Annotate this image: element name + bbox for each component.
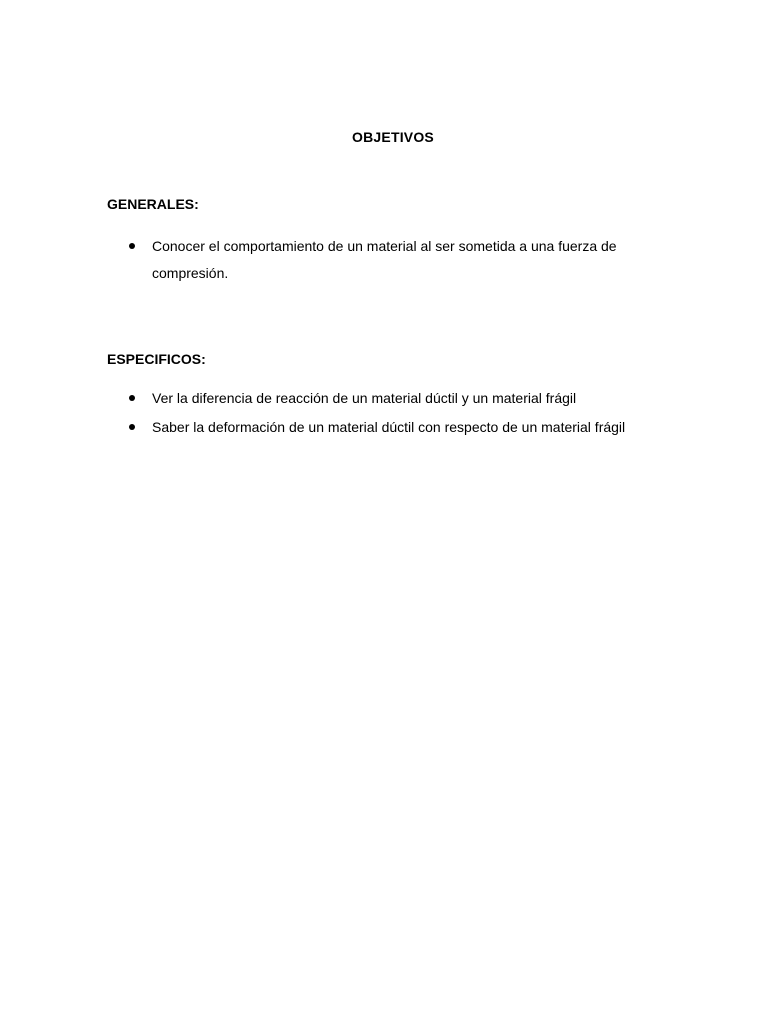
section-heading-especificos: ESPECIFICOS: — [107, 351, 206, 367]
section-heading-generales: GENERALES: — [107, 196, 199, 212]
list-item — [0, 233, 662, 287]
page-title: OBJETIVOS — [352, 129, 434, 145]
bullet-icon — [129, 424, 135, 430]
list-item-text: Ver la diferencia de reacción de un material dúctil y un material frágil — [152, 390, 577, 406]
list-item — [0, 417, 712, 437]
list-item-text: Saber la deformación de un material dúctil con respecto de un material frágil — [152, 419, 626, 435]
generales-list — [0, 233, 662, 287]
list-item-text: Conocer el comportamiento de un material al ser sometida a una fuerza de compresión. — [152, 238, 617, 281]
bullet-icon — [129, 243, 135, 249]
bullet-icon — [129, 395, 135, 401]
especificos-list — [0, 388, 712, 446]
list-item — [0, 388, 712, 408]
